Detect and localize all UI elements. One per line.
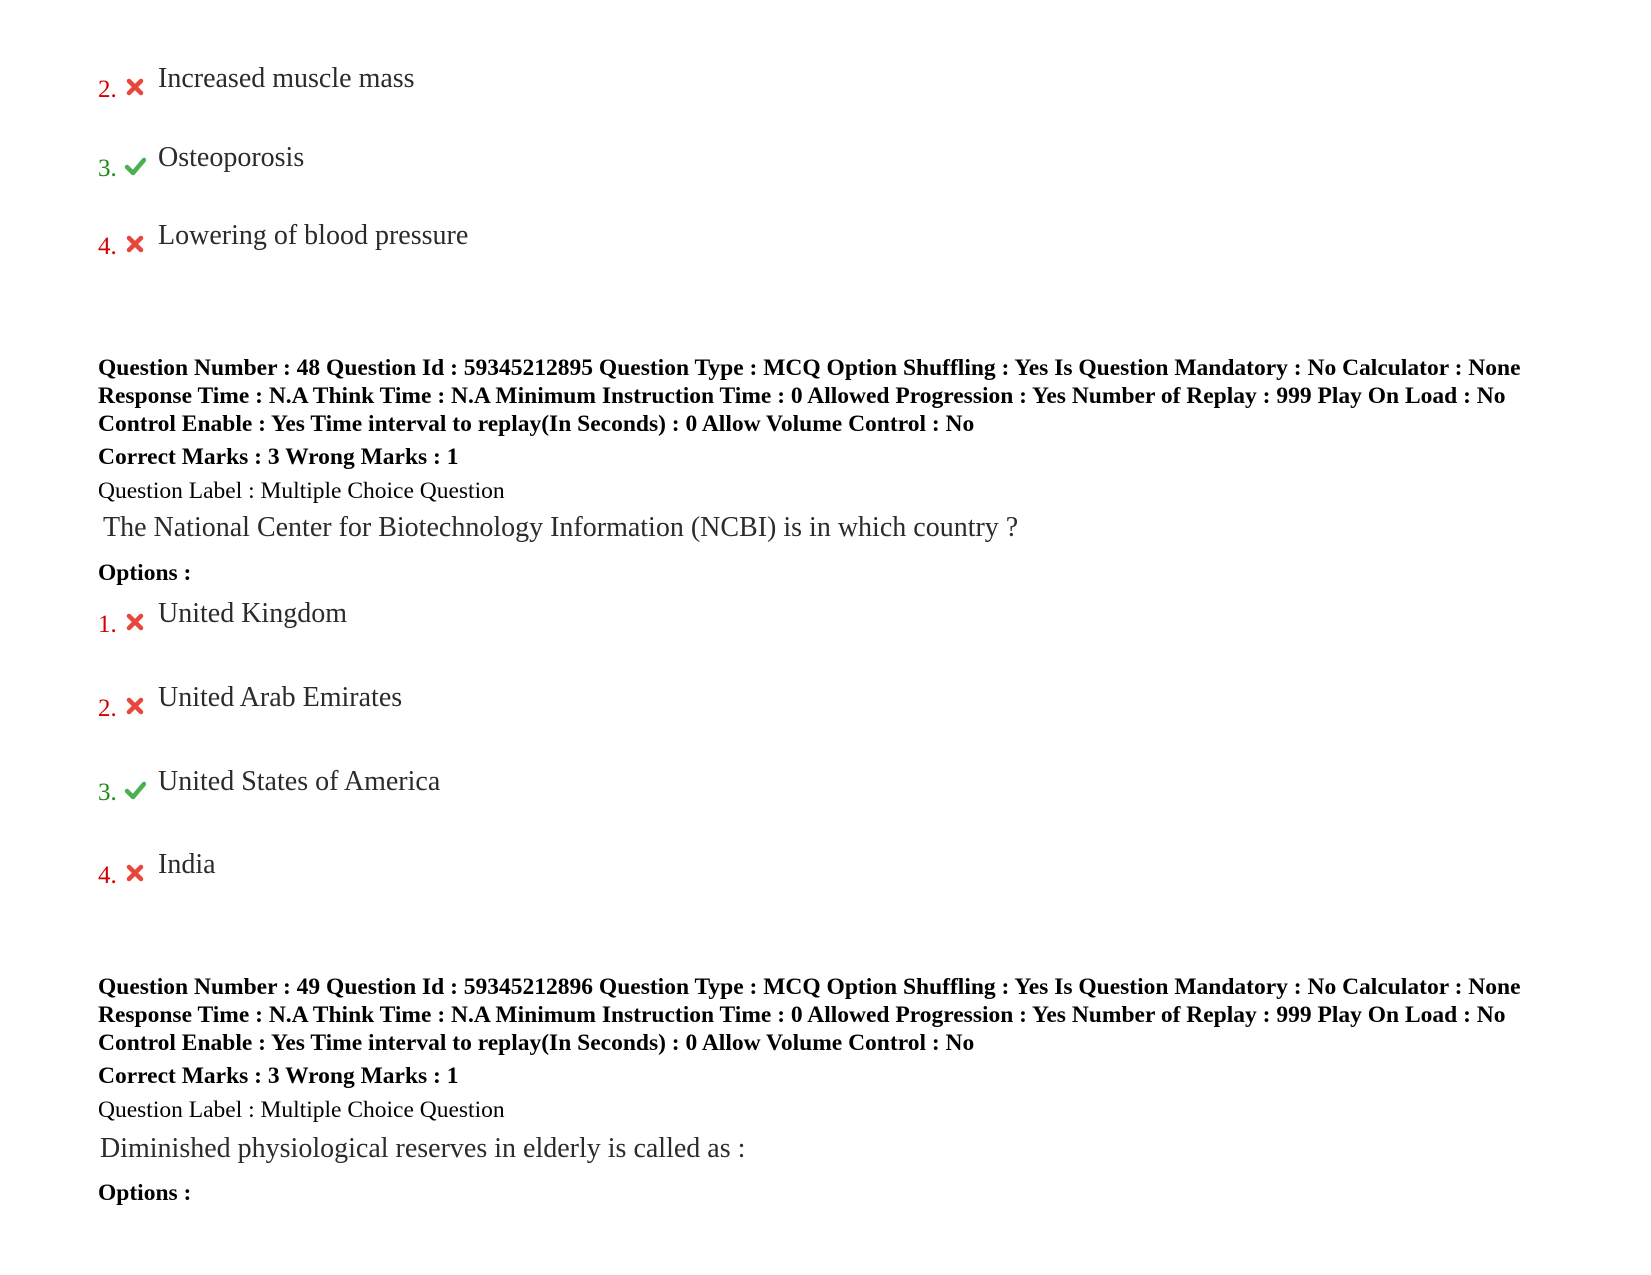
option-row [98, 681, 402, 723]
option-row [98, 219, 468, 261]
option-text: United Arab Emirates [158, 682, 403, 713]
question-text: Diminished physiological reserves in elderly is called as : [100, 1133, 746, 1164]
option-text: Lowering of blood pressure [158, 220, 469, 251]
cross-icon [124, 76, 146, 98]
check-icon [124, 155, 146, 177]
option-number: 4. [98, 862, 117, 889]
option-number: 2. [98, 76, 117, 103]
question-label: Question Label : Multiple Choice Question [98, 1097, 505, 1123]
question-meta: Question Number : 48 Question Id : 59345212895 Question Type : MCQ Option Shuffling : Yes Is Question Mandatory : No Calculator : None Response Time : N.A Think Time : N.A Minimum Instruction Time : 0 Allowed Progression : Yes Number of Replay : 999 Play On Load : No Control Enable : Yes Time interval to replay(In Seconds) : 0 Allow Volume Control : No [98, 355, 1521, 437]
cross-icon [124, 611, 146, 633]
option-text: United States of America [158, 766, 441, 797]
question-label: Question Label : Multiple Choice Question [98, 478, 505, 504]
options-heading: Options : [98, 560, 192, 586]
option-number: 3. [98, 155, 117, 182]
option-number: 3. [98, 779, 117, 806]
marks-info: Correct Marks : 3 Wrong Marks : 1 [98, 1063, 459, 1089]
option-row [98, 765, 440, 807]
option-row [98, 141, 304, 183]
question-meta: Question Number : 49 Question Id : 59345212896 Question Type : MCQ Option Shuffling : Yes Is Question Mandatory : No Calculator : None Response Time : N.A Think Time : N.A Minimum Instruction Time : 0 Allowed Progression : Yes Number of Replay : 999 Play On Load : No Control Enable : Yes Time interval to replay(In Seconds) : 0 Allow Volume Control : No [98, 974, 1521, 1056]
option-number: 4. [98, 233, 117, 260]
cross-icon [124, 695, 146, 717]
option-row [98, 848, 216, 890]
question-text: The National Center for Biotechnology Information (NCBI) is in which country ? [103, 512, 1019, 543]
option-text: India [158, 849, 216, 880]
cross-icon [124, 233, 146, 255]
marks-info: Correct Marks : 3 Wrong Marks : 1 [98, 444, 459, 470]
options-heading: Options : [98, 1180, 192, 1206]
option-number: 2. [98, 695, 117, 722]
option-text: United Kingdom [158, 598, 347, 629]
cross-icon [124, 862, 146, 884]
option-number: 1. [98, 611, 117, 638]
option-text: Increased muscle mass [158, 63, 415, 94]
option-text: Osteoporosis [158, 142, 305, 173]
option-row [98, 62, 415, 104]
check-icon [124, 779, 146, 801]
option-row [98, 597, 347, 639]
